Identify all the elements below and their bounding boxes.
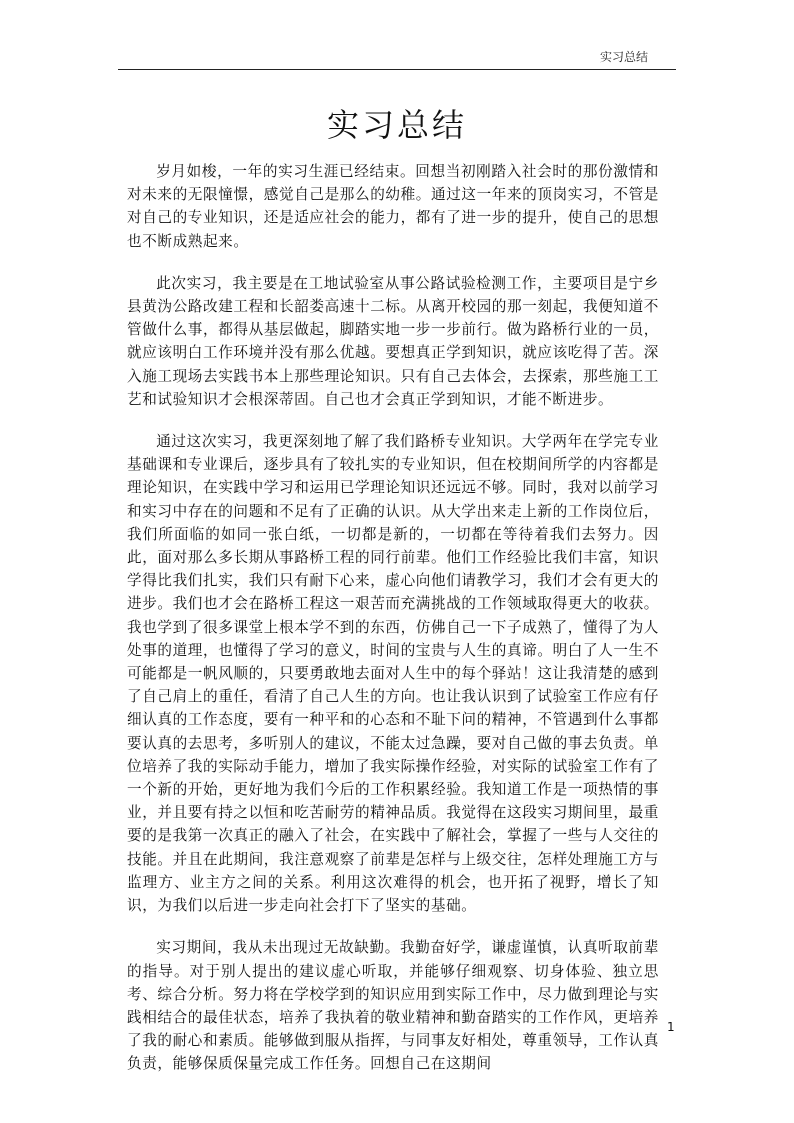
paragraph-3: 通过这次实习，我更深刻地了解了我们路桥专业知识。大学两年在学完专业基础课和专业课后，逐步具有了较扎实的专业知识，但在校期间所学的内容都是理论知识，在实践中学习和运用已学理论知识还远远不够。同时，我对以前学习和实习中存在的问题和不足有了正确的认识。从大学出来走上新的工作岗位后，我们所面临的如同一张白纸，一切都是新的，一切都在等待着我们去努力。因此，面对那么多长期从事路桥工程的同行前辈。他们工作经验比我们丰富，知识学得比我们扎实，我们只有耐下心来，虚心向他们请教学习，我们才会有更大的进步。我们也才会在路桥工程这一艰苦而充满挑战的工作领域取得更大的收获。我也学到了很多课堂上根本学不到的东西，仿佛自己一下子成熟了，懂得了为人处事的道理，也懂得了学习的意义，时间的宝贵与人生的真谛。明白了人一生不可能都是一帆风顺的，只要勇敢地去面对人生中的每个驿站！这让我清楚的感到了自己肩上的重任，看清了自己人生的方向。也让我认识到了试验室工作应有仔细认真的工作态度，要有一种平和的心态和不耻下问的精神，不管遇到什么事都要认真的去思考，多听别人的建议，不能太过急躁，要对自己做的事去负责。单位培养了我的实际动手能力，增加了我实际操作经验，对实际的试验室工作有了一个新的开始，更好地为我们今后的工作积累经验。我知道工作是一项热情的事业，并且要有持之以恒和吃苦耐劳的精神品质。我觉得在这段实习期间里，最重要的是我第一次真正的融入了社会，在实践中了解社会，掌握了一些与人交往的技能。并且在此期间，我注意观察了前辈是怎样与上级交往，怎样处理施工方与监理方、业主方之间的关系。利用这次难得的机会，也开拓了视野，增长了知识，为我们以后进一步走向社会打下了坚实的基础。	[127, 433, 659, 915]
page-number: 1	[667, 1020, 675, 1034]
document-title: 实习总结	[326, 106, 467, 144]
page-header	[118, 40, 676, 70]
paragraph-2: 此次实习，我主要是在工地试验室从事公路试验检测工作，主要项目是宁乡县黄沩公路改建工程和长韶娄高速十二标。从离开校园的那一刻起，我便知道不管做什么事，都得从基层做起，脚踏实地一步一步前行。做为路桥行业的一员，就应该明白工作环境并没有那么优越。要想真正学到知识，就应该吃得了苦。深入施工现场去实践书本上那些理论知识。只有自己去体会，去探索，那些施工工艺和试验知识才会根深蒂固。自己也才会真正学到知识，才能不断进步。	[127, 274, 659, 408]
paragraph-1: 岁月如梭，一年的实习生涯已经结束。回想当初刚踏入社会时的那份激情和对未来的无限憧憬，感觉自己是那么的幼稚。通过这一年来的顶岗实习，不管是对自己的专业知识，还是适应社会的能力，都有了进一步的提升，使自己的思想也不断成熟起来。	[127, 163, 659, 250]
header-title: 实习总结	[599, 50, 648, 64]
paragraph-4: 实习期间，我从未出现过无故缺勤。我勤奋好学，谦虚谨慎，认真听取前辈的指导。对于别人提出的建议虚心听取，并能够仔细观察、切身体验、独立思考、综合分析。努力将在学校学到的知识应用到实际工作中，尽力做到理论与实践相结合的最佳状态，培养了我执着的敬业精神和勤奋踏实的工作作风，更培养了我的耐心和素质。能够做到服从指挥，与同事友好相处，尊重领导，工作认真负责，能够保质保量完成工作任务。回想自己在这期间	[127, 939, 659, 1073]
document-body	[127, 160, 659, 1095]
